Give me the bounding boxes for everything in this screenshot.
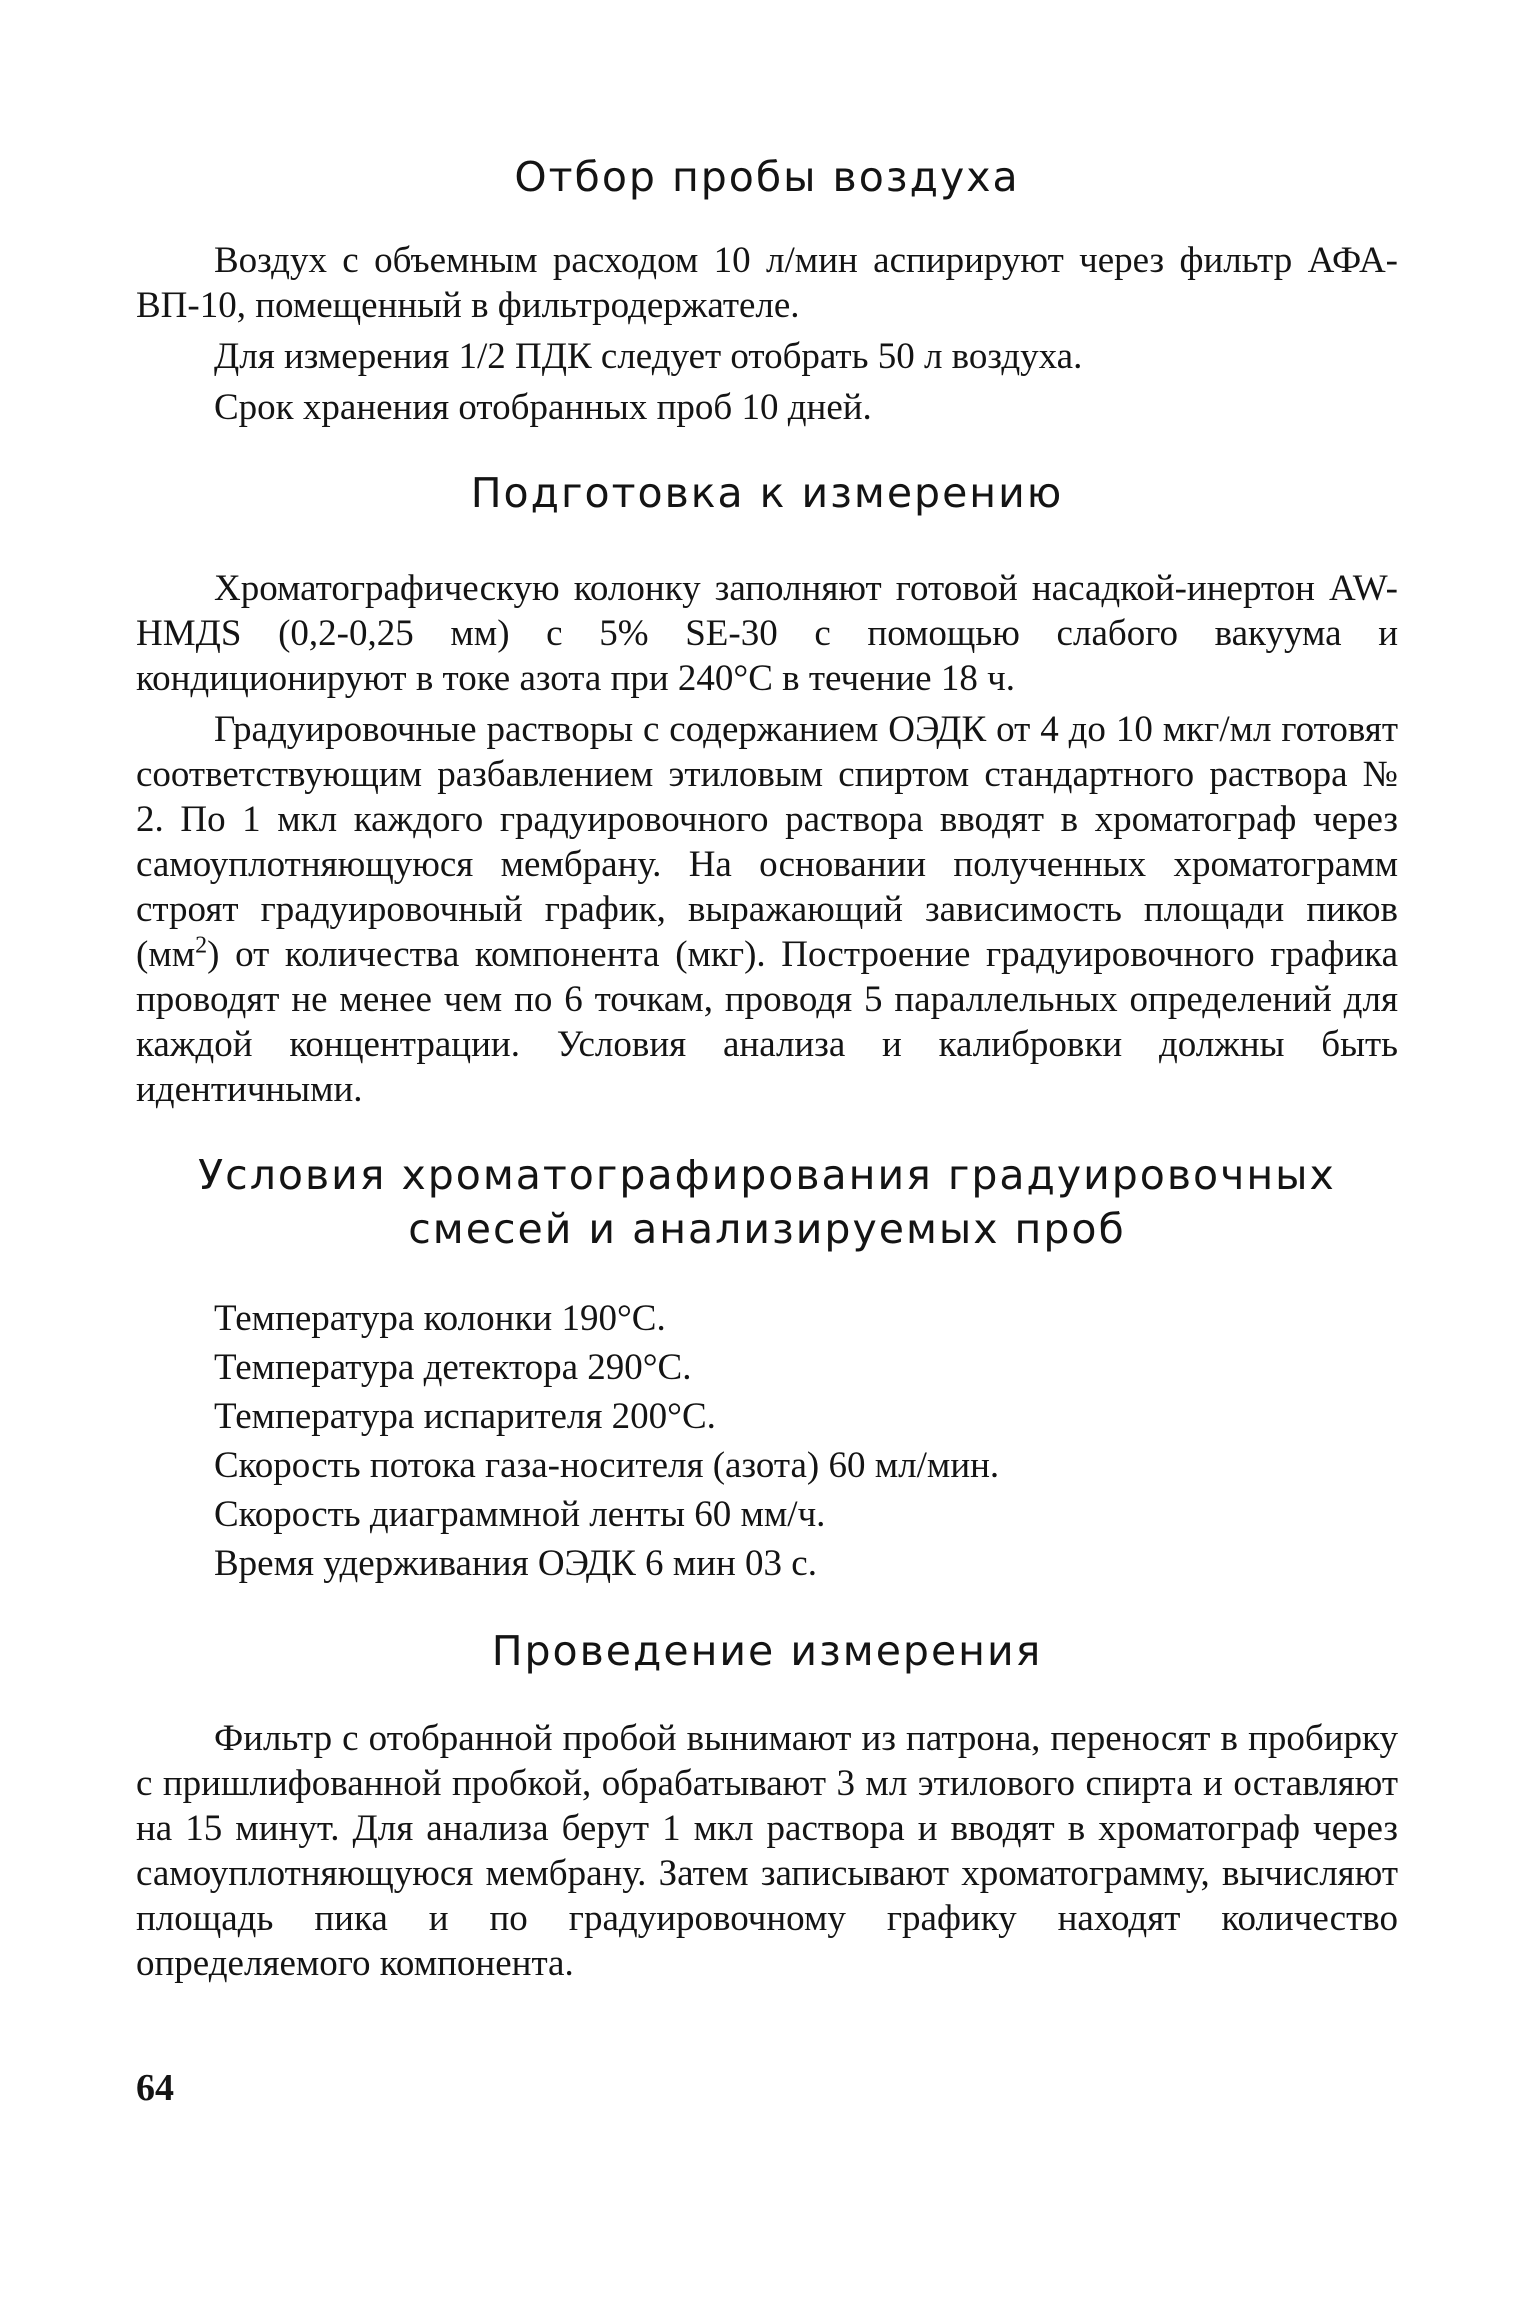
conditions-list xyxy=(136,1294,1398,1588)
list-item: Температура детектора 290°С. xyxy=(214,1347,692,1388)
paragraph-text: ) от количества компонента (мкг). Построение градуировочного графика проводят не менее чем по 6 точкам, проводя 5 параллельных определений для каждой концентрации. Условия анализа и калибровки должны быть идентичными. xyxy=(136,934,1398,1110)
paragraph: Хроматографическую колонку заполняют готовой насадкой-инертон AW-HMДS (0,2-0,25 мм) с 5% SE-30 с помощью слабого вакуума и кондиционируют в токе азота при 240°С в течение 18 ч. xyxy=(136,568,1398,699)
section-title-line: Условия хроматографирования градуировочных xyxy=(198,1151,1336,1199)
section-title: Отбор пробы воздуха xyxy=(514,153,1020,201)
list-item: Скорость потока газа-носителя (азота) 60 мл/мин. xyxy=(214,1445,1000,1486)
section-measurement xyxy=(136,1624,1398,1986)
section-air-sampling xyxy=(136,150,1398,430)
paragraph: Срок хранения отобранных проб 10 дней. xyxy=(214,387,872,428)
section-conditions xyxy=(136,1148,1398,1588)
page-content xyxy=(136,150,1398,1986)
section-title xyxy=(136,1148,1398,1256)
superscript: 2 xyxy=(195,932,208,959)
section-title: Проведение измерения xyxy=(491,1627,1043,1675)
section-title: Подготовка к измерению xyxy=(470,469,1064,517)
paragraph: Фильтр с отобранной пробой вынимают из патрона, переносят в пробирку с пришлифованной пробкой, обрабатывают 3 мл этилового спирта и оставляют на 15 минут. Для анализа берут 1 мкл раствора и вводят в хроматограф через самоуплотняющуюся мембрану. Затем записывают хроматограмму, вычисляют площадь пика и по градуировочному графику находят количество определяемого компонента. xyxy=(136,1718,1398,1984)
paragraph-text: Градуировочные растворы с содержанием ОЭДК от 4 до 10 мкг/мл готовят соответствующим разбавлением этиловым спиртом стандартного раствора № 2. По 1 мкл каждого градуировочного раствора вводят в хроматограф через самоуплотняющуюся мембрану. На основании полученных хроматограмм строят градуировочный график, выражающий зависимость площади пиков (мм xyxy=(136,709,1398,975)
paragraph: Воздух с объемным расходом 10 л/мин аспирируют через фильтр АФА-ВП-10, помещенный в фильтродержателе. xyxy=(136,240,1398,326)
list-item: Температура испарителя 200°С. xyxy=(214,1396,716,1437)
section-title-line: смесей и анализируемых проб xyxy=(408,1205,1126,1253)
list-item: Температура колонки 190°С. xyxy=(214,1298,666,1339)
page-number: 64 xyxy=(136,2067,174,2109)
list-item: Скорость диаграммной ленты 60 мм/ч. xyxy=(214,1494,826,1535)
list-item: Время удерживания ОЭДК 6 мин 03 с. xyxy=(214,1543,817,1584)
section-preparation xyxy=(136,466,1398,1112)
paragraph xyxy=(136,707,1398,1112)
paragraph: Для измерения 1/2 ПДК следует отобрать 50 л воздуха. xyxy=(214,336,1083,377)
